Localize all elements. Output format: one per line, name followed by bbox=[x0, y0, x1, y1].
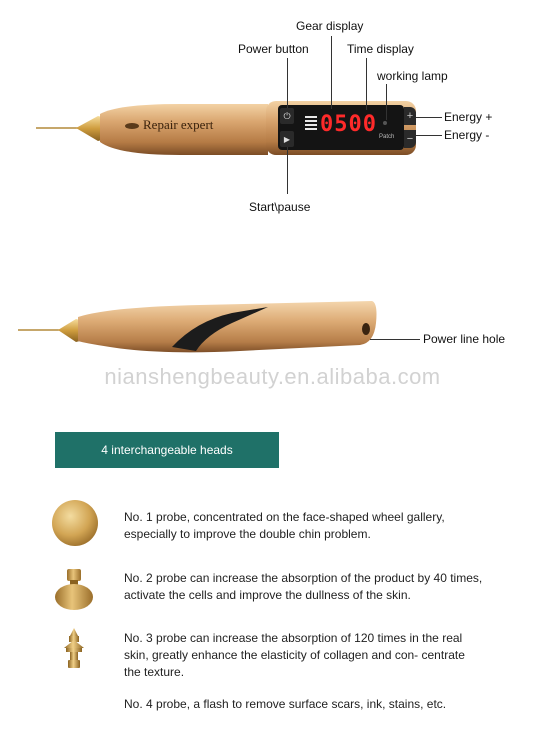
pen-device-side-image bbox=[0, 285, 545, 365]
working-lamp bbox=[383, 121, 387, 125]
start-pause-label: Start\pause bbox=[249, 200, 311, 214]
time-display-label: Time display bbox=[347, 42, 414, 56]
flat-disc-probe-icon bbox=[50, 498, 100, 548]
power-button-label: Power button bbox=[238, 42, 309, 56]
power-icon: ⏻ bbox=[283, 110, 291, 121]
start-pause-button[interactable] bbox=[280, 131, 294, 147]
gear-display-label: Gear display bbox=[296, 19, 364, 33]
section-banner-text: 4 interchangeable heads bbox=[101, 443, 233, 457]
minus-icon: − bbox=[406, 133, 414, 145]
gear-level-bars bbox=[305, 116, 317, 130]
working-lamp-label: working lamp bbox=[377, 69, 448, 83]
power-button[interactable] bbox=[280, 108, 294, 124]
time-display: 0500 bbox=[320, 112, 377, 137]
section-banner bbox=[55, 432, 279, 468]
energy-minus-label: Energy - bbox=[444, 128, 490, 142]
probe-1-description: No. 1 probe, concentrated on the face-shaped wheel gallery, especially to improve the double chin problem. bbox=[124, 510, 445, 541]
power-line-hole-label: Power line hole bbox=[423, 332, 506, 346]
probe-2-description: No. 2 probe can increase the absorption of the product by 40 times, activate the cells and improve the dullness of the skin. bbox=[124, 571, 483, 602]
spike-probe-icon bbox=[60, 626, 88, 670]
probe-4-description: No. 4 probe, a flash to remove surface scars, ink, stains, etc. bbox=[124, 697, 447, 711]
mushroom-probe-icon bbox=[52, 566, 98, 612]
plus-icon: + bbox=[406, 110, 414, 122]
patch-label: Patch bbox=[379, 134, 395, 140]
power-line-hole bbox=[362, 323, 370, 335]
play-pause-icon: ▶ bbox=[283, 134, 291, 144]
energy-minus-button[interactable] bbox=[404, 130, 416, 148]
probe-3-description: No. 3 probe can increase the absorption of 120 times in the real skin, greatly enhance the elasticity of collagen and con- centrate the texture. bbox=[124, 631, 465, 679]
watermark: nianshengbeauty.en.alibaba.com bbox=[104, 364, 441, 389]
energy-plus-label: Energy + bbox=[444, 110, 493, 124]
energy-plus-button[interactable] bbox=[404, 107, 416, 125]
brand-label: Repair expert bbox=[143, 117, 214, 132]
